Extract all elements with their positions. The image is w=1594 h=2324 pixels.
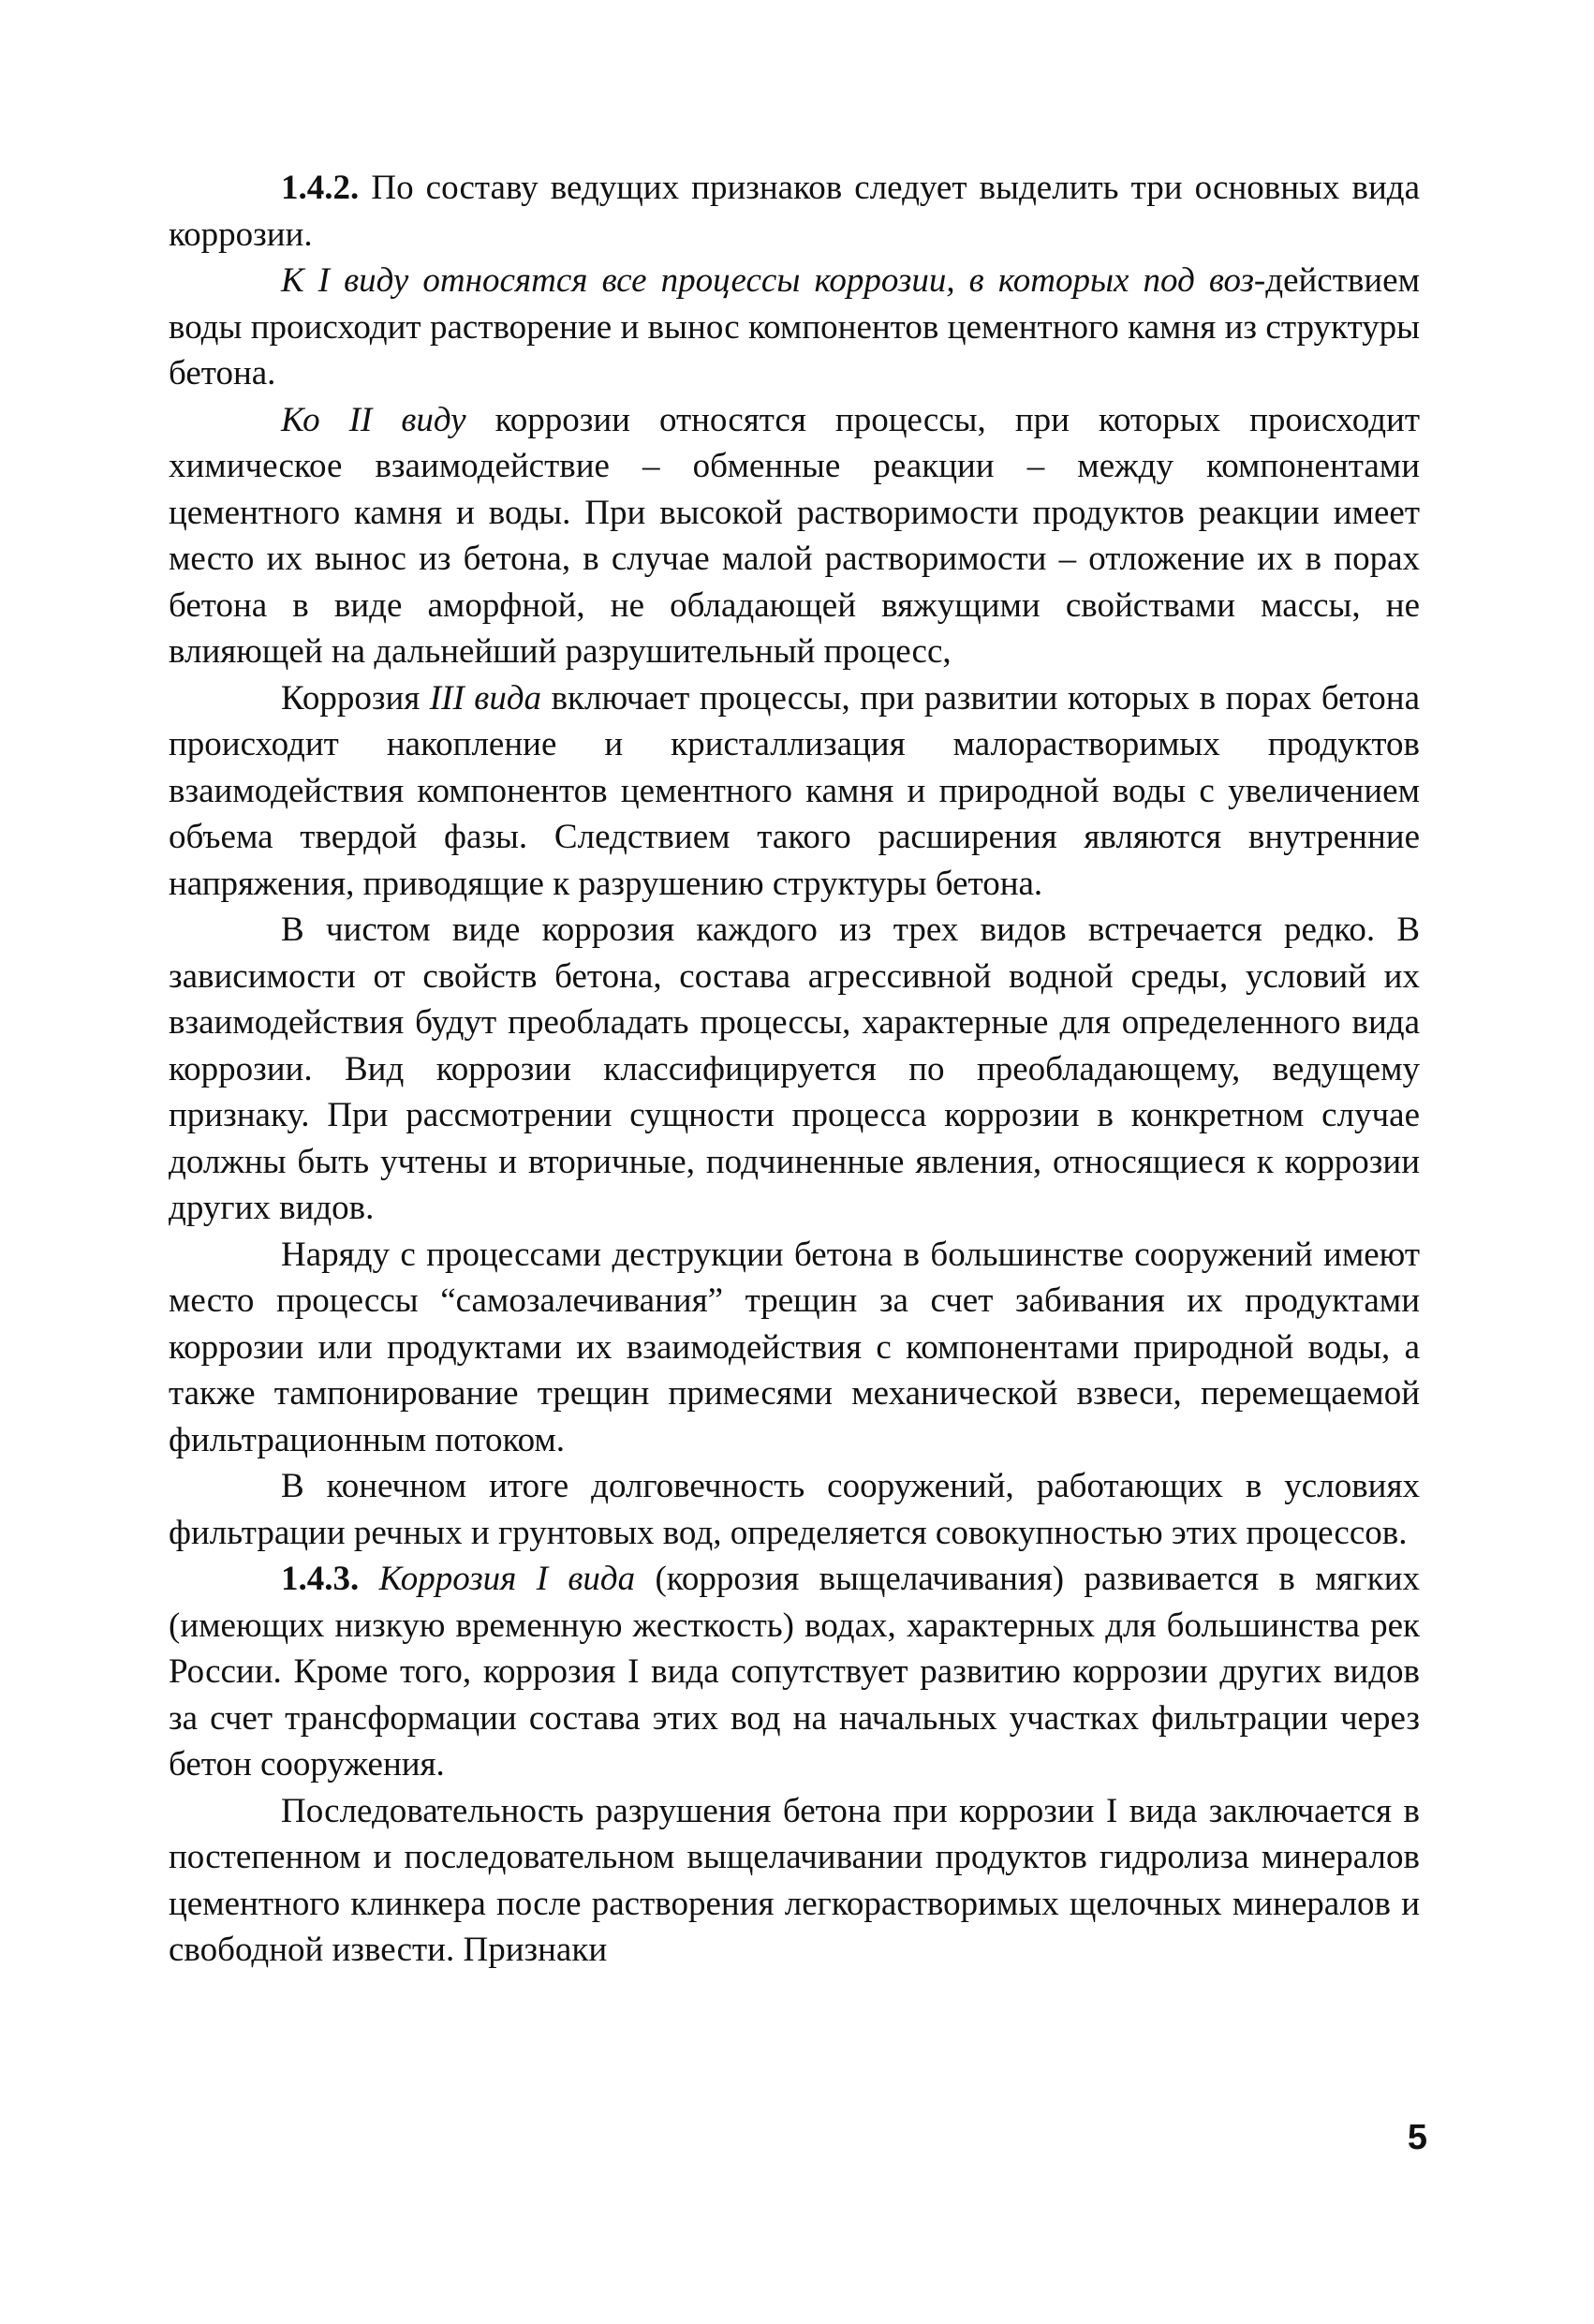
paragraph-1-4-2 (169, 165, 1420, 258)
emphasis-text: Коррозия I вида (378, 1560, 636, 1598)
paragraph-text: В конечном итоге долговечность сооружений, работающих в условиях фильтрации речных и грунтовых вод, определяется совокупностью этих процессов. (169, 1467, 1420, 1552)
paragraph-type-1 (169, 258, 1420, 397)
section-number: 1.4.2. (281, 169, 360, 207)
paragraph-text: (коррозия выщелачивания) развивается в мягких (имеющих низкую временную жесткость) водах, характерных для большинства рек России. Кроме того, коррозия I вида сопутствует развитию коррозии других видов за счет трансформации состава этих вод на начальных участках фильтрации через бетон сооружения. (169, 1560, 1421, 1784)
emphasis-text: III вида (429, 678, 542, 718)
section-number: 1.4.3. (281, 1560, 360, 1598)
body-text (169, 165, 1420, 1974)
paragraph-pure-types (169, 907, 1420, 1232)
page-number: 5 (1407, 2118, 1427, 2157)
paragraph-1-4-3 (169, 1556, 1420, 1788)
paragraph-durability (169, 1463, 1420, 1556)
paragraph-text: Наряду с процессами деструкции бетона в большинстве сооружений имеют место процессы “самозалечивания” трещин за счет забивания их продуктами коррозии или продуктами их взаимодействия с компонентами природной воды, а также тампонирование трещин примесями механической взвеси, перемещаемой фильтрационным потоком. (169, 1235, 1420, 1459)
paragraph-text: Последовательность разрушения бетона при коррозии I вида заключается в постепенном и последовательном выщелачивании продуктов гидролиза минералов цементного клинкера после растворения легкорастворимых щелочных минералов и свободной извести. Признаки (169, 1791, 1420, 1969)
emphasis-text: К I виду относятся все процессы коррозии, в которых под воз- (281, 261, 1266, 300)
paragraph-text: коррозии относятся процессы, при которых происходит химическое взаимодействие – обменные реакции – между компонентами цементного камня и воды. При высокой растворимости продуктов реакции имеет место их вынос из бетона, в случае малой растворимости – отложение их в порах бетона в виде аморфной, не обладающей вяжущими свойствами массы, не влияющей на дальнейший разрушительный процесс, (169, 400, 1420, 671)
paragraph-type-2 (169, 397, 1420, 675)
paragraph-text: включает процессы, при развитии которых в порах бетона происходит накопление и кристаллизация малорастворимых продуктов взаимодействия компонентов цементного камня и природной воды с увеличением объема твердой фазы. Следствием такого расширения являются внутренние напряжения, приводящие к разрушению структуры бетона. (169, 678, 1421, 903)
paragraph-text: В чистом виде коррозия каждого из трех видов встречается редко. В зависимости от свойств бетона, состава агрессивной водной среды, условий их взаимодействия будут преобладать процессы, характерные для определенного вида коррозии. Вид коррозии классифицируется по преобладающему, ведущему признаку. При рассмотрении сущности процесса коррозии в конкретном случае должны быть учтены и вторичные, подчиненные явления, относящиеся к коррозии других видов. (169, 910, 1420, 1227)
paragraph-text: По составу ведущих признаков следует выделить три основных вида коррозии. (169, 169, 1420, 254)
paragraph-self-healing (169, 1232, 1420, 1464)
paragraph-text: действием воды происходит растворение и вынос компонентов цементного камня из структуры бетона. (169, 261, 1420, 392)
paragraph-type-3 (169, 675, 1420, 908)
paragraph-sequence (169, 1788, 1420, 1974)
lead-text: Коррозия (281, 678, 430, 718)
emphasis-text: Ко II виду (281, 400, 466, 439)
